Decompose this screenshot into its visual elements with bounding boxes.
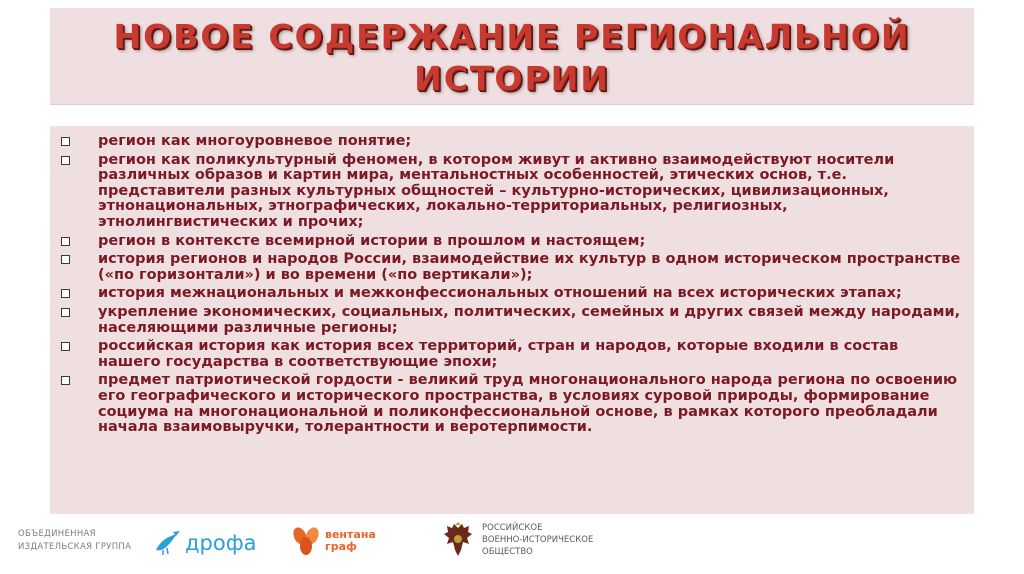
list-item: регион как поликультурный феномен, в котором живут и активно взаимодействуют носители различных образов и картин мира, ментальностных особенностей, этических основ, т.е. представители разных культурных общностей – культурно-исторических, цивилизационных, этнонациональных, этнографических, локально-территориальных, религиозных, этнолингвистических и прочих; (60, 153, 965, 231)
drofa-bird-icon (153, 530, 183, 556)
checkbox-bullet-icon (61, 342, 70, 351)
drofa-text: дрофа (185, 531, 257, 555)
checkbox-bullet-icon (61, 156, 70, 165)
content-panel (50, 126, 974, 514)
drofa-logo (153, 530, 257, 556)
checkbox-bullet-icon (61, 308, 70, 317)
list-item: российская история как история всех территорий, стран и народов, которые входили в состав нашего государства в соответствующие эпохи; (60, 339, 965, 370)
footer-logos (0, 516, 1024, 574)
title-panel (50, 8, 974, 105)
checkbox-bullet-icon (61, 255, 70, 264)
ventana-logo: вентана граф (292, 526, 376, 556)
ventana-flower-icon (292, 526, 320, 556)
publisher-group-logo: ОБЪЕДИНЕННАЯ ИЗДАТЕЛЬСКАЯ ГРУППА (18, 529, 132, 552)
double-headed-eagle-icon (443, 522, 473, 558)
checkbox-bullet-icon (61, 376, 70, 385)
rvio-logo: РОССИЙСКОЕ ВОЕННО-ИСТОРИЧЕСКОЕ ОБЩЕСТВО (443, 522, 593, 558)
page-title (50, 16, 974, 100)
checkbox-bullet-icon (61, 289, 70, 298)
checkbox-bullet-icon (61, 137, 70, 146)
list-item: укрепление экономических, социальных, политических, семейных и других связей между народами, населяющими различные регионы; (60, 305, 965, 336)
title-line-1: НОВОЕ СОДЕРЖАНИЕ РЕГИОНАЛЬНОЙ (113, 17, 911, 56)
bullet-list (60, 134, 965, 439)
list-item: история межнациональных и межконфессиональных отношений на всех исторических этапах; (60, 286, 965, 302)
list-item: предмет патриотической гордости - великий труд многонационального народа региона по освоению его географического и исторического пространства, в условиях суровой природы, формирование социума на многонациональной и поликонфессиональной основе, в рамках которого преобладали начала взаимовыручки, толерантности и веротерпимости. (60, 373, 965, 435)
list-item: история регионов и народов России, взаимодействие их культур в одном историческом пространстве («по горизонтали») и во времени («по вертикали»); (60, 252, 965, 283)
title-line-2: ИСТОРИИ (414, 59, 610, 98)
list-item: регион в контексте всемирной истории в прошлом и настоящем; (60, 234, 965, 250)
checkbox-bullet-icon (61, 237, 70, 246)
list-item: регион как многоуровневое понятие; (60, 134, 965, 150)
